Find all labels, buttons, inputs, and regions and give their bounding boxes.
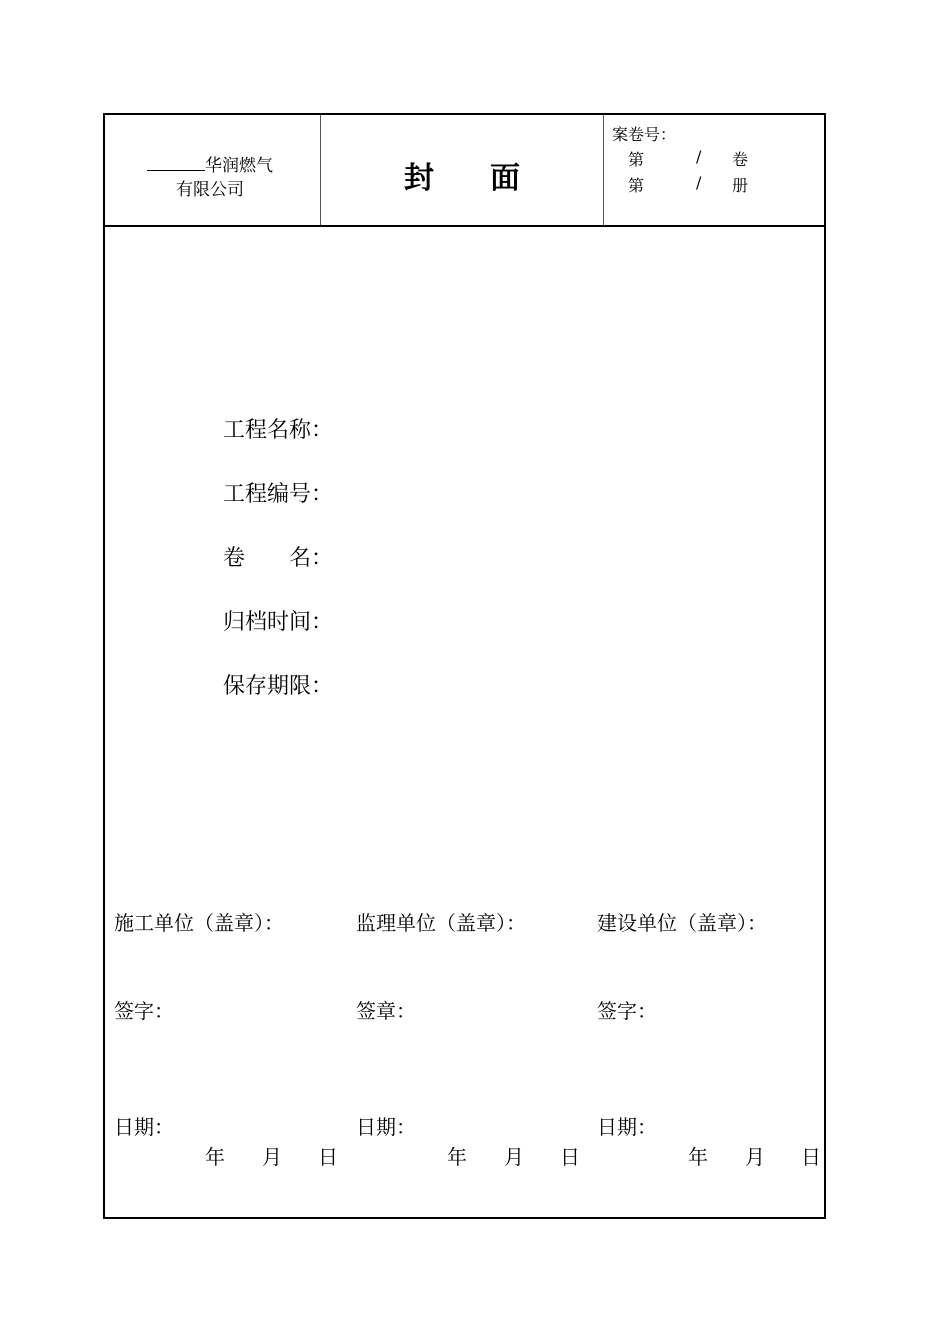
unit-supervision-day: 日 [560,1145,580,1169]
unit-owner-month: 月 [745,1145,765,1169]
unit-supervision-sign: 签章： [356,999,416,1023]
unit-supervision-year: 年 [447,1145,467,1169]
archive-number-cell [604,115,824,225]
company-prefix-blank [147,156,205,171]
unit-supervision-date: 日期： [356,1115,416,1139]
unit-owner-day: 日 [801,1145,821,1169]
field-project-number: 工程编号： [223,482,334,507]
unit-owner-sign: 签字： [597,999,657,1023]
company-name: 华润燃气 [205,156,273,176]
archive-number-label: 案卷号： [612,125,677,144]
title-cell [321,115,604,225]
field-archive-time: 归档时间： [223,610,334,635]
unit-construction-date: 日期： [114,1115,174,1139]
book-separator: / [696,173,702,192]
doc-title: 封面 [404,161,576,196]
unit-construction-year: 年 [205,1145,225,1169]
unit-owner-title: 建设单位（盖章）： [597,911,767,935]
company-suffix: 有限公司 [176,180,244,200]
cover-header [105,115,824,227]
volume-suffix: 卷 [732,150,749,169]
company-name-line [147,151,273,176]
unit-owner-date: 日期： [597,1115,657,1139]
cover-frame [103,113,826,1219]
unit-construction-day: 日 [318,1145,338,1169]
unit-construction-month: 月 [262,1145,282,1169]
book-suffix: 册 [732,176,749,195]
unit-supervision-month: 月 [504,1145,524,1169]
unit-construction-sign: 签字： [114,999,174,1023]
volume-separator: / [696,147,702,166]
volume-prefix: 第 [628,150,645,169]
field-project-name: 工程名称： [223,418,334,443]
unit-owner-year: 年 [688,1145,708,1169]
unit-supervision-title: 监理单位（盖章）： [356,911,526,935]
company-cell [105,115,321,225]
field-volume-name: 卷 名： [223,546,334,571]
field-retention-period: 保存期限： [223,674,334,699]
unit-construction-title: 施工单位（盖章）： [114,911,284,935]
book-prefix: 第 [628,176,645,195]
